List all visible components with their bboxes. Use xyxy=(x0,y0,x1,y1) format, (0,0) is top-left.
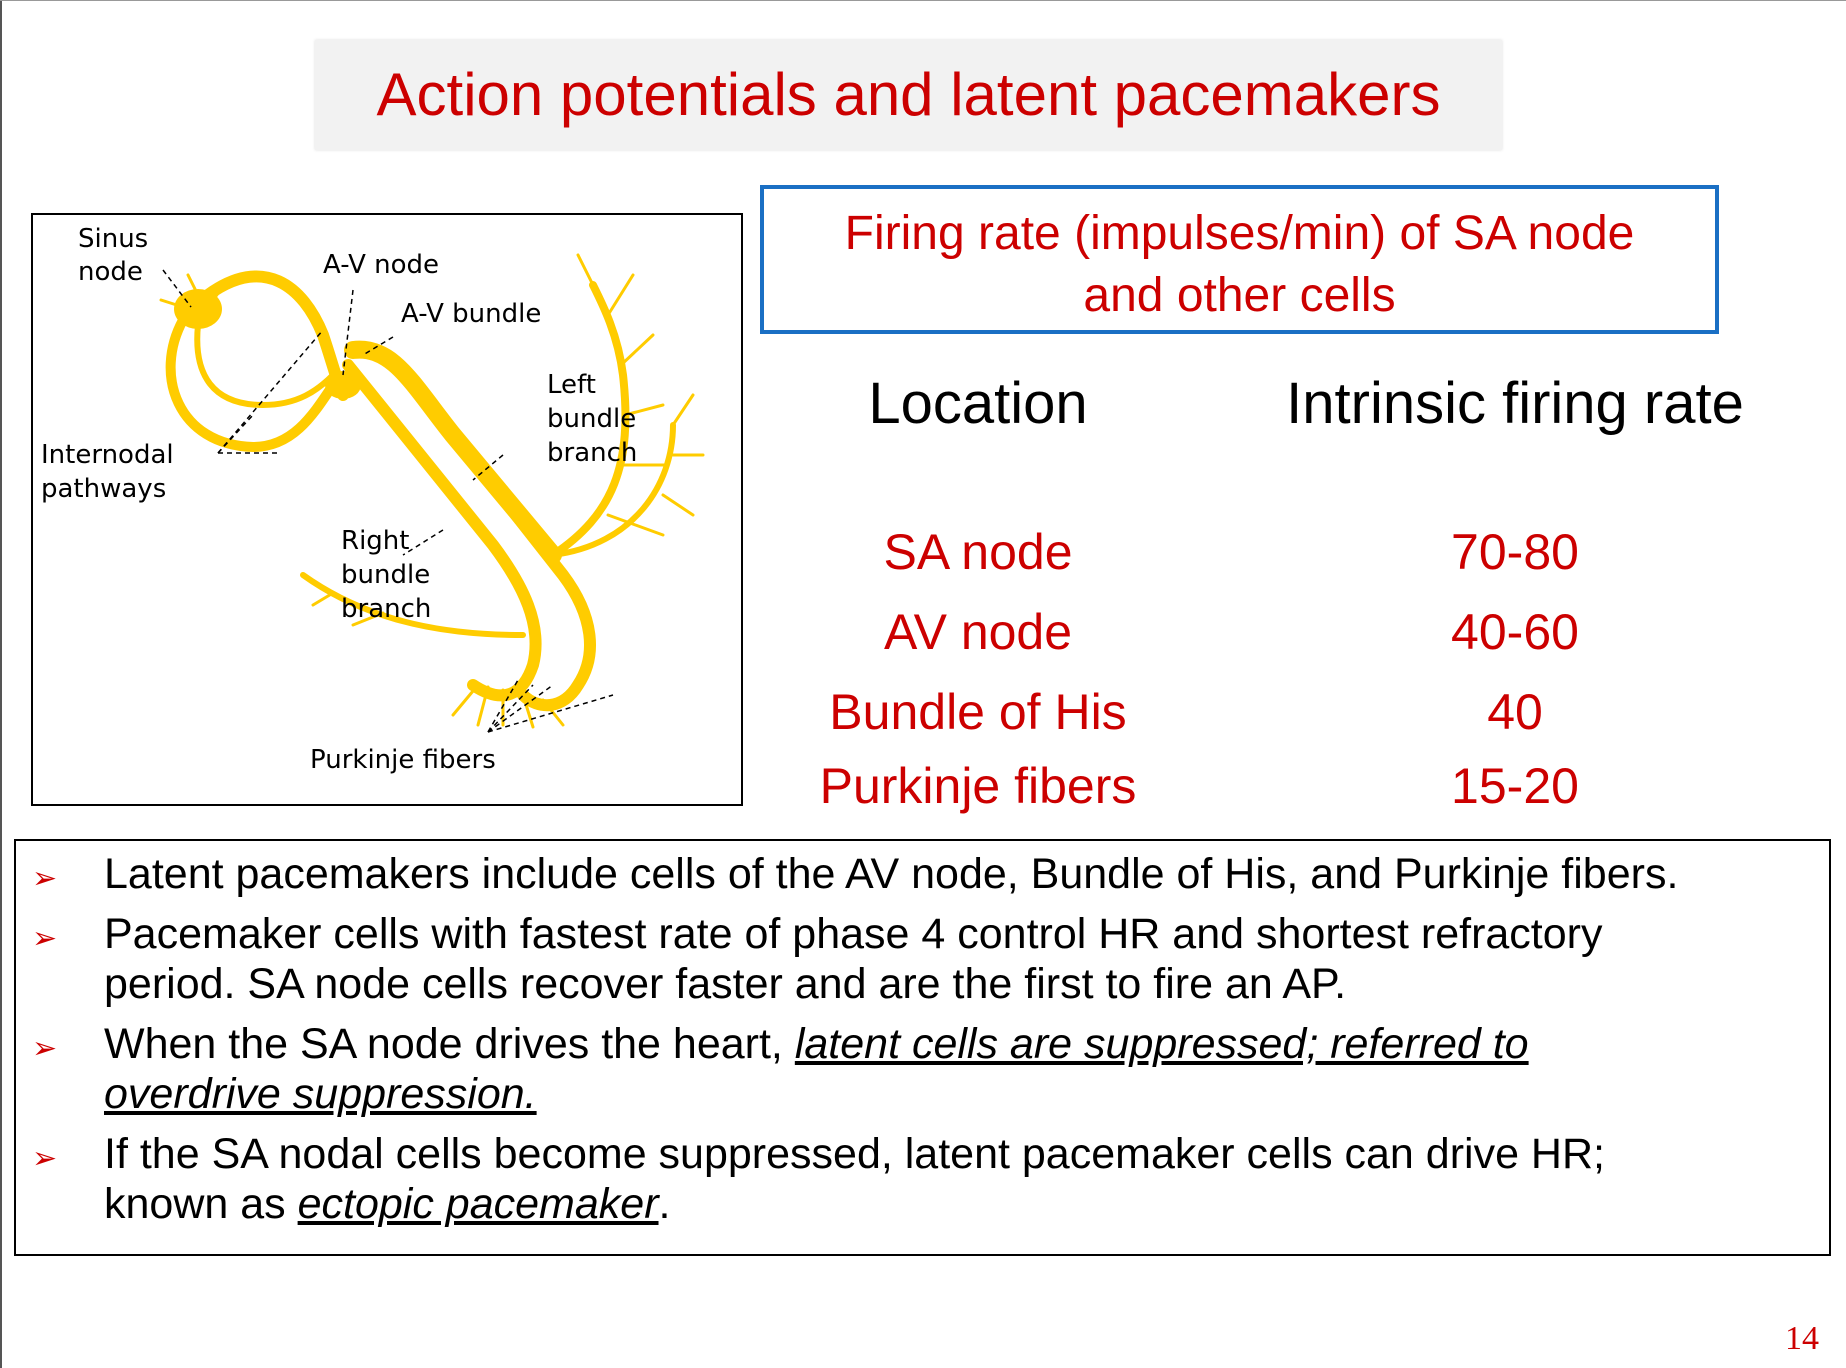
column-header-location: Location xyxy=(868,371,1088,436)
firing-rate-heading-box xyxy=(760,185,1719,334)
leader-lines xyxy=(163,270,613,732)
row-rate-sa-node: 70-80 xyxy=(1451,524,1579,580)
bullet-arrow-icon: ➢ xyxy=(32,862,58,895)
bullet-arrow-icon: ➢ xyxy=(32,1032,58,1065)
label-internodal: Internodal xyxy=(41,440,174,470)
slide-title: Action potentials and latent pacemakers xyxy=(376,61,1441,128)
window-top-border xyxy=(0,0,1846,1)
bullet-2-line2: period. SA node cells recover faster and are the first to fire an AP. xyxy=(104,960,1347,1008)
bullet-arrow-icon: ➢ xyxy=(32,1142,58,1175)
bullet-2-line1: Pacemaker cells with fastest rate of phase 4 control HR and shortest refractory xyxy=(104,910,1603,958)
bullet-4-end: . xyxy=(658,1180,671,1228)
label-pathways: pathways xyxy=(41,474,167,504)
bullet-text-1: Latent pacemakers include cells of the AV node, Bundle of His, and Purkinje fibers. xyxy=(104,850,1679,898)
row-rate-purkinje-fibers: 15-20 xyxy=(1451,758,1579,814)
internodal-pathway-top xyxy=(208,276,343,395)
label-sinus-node: node xyxy=(78,257,143,287)
bullet-arrow-icon: ➢ xyxy=(32,922,58,955)
bullet-4-plain: known as xyxy=(104,1180,298,1228)
label-right-branch: branch xyxy=(341,594,432,624)
label-right: Right xyxy=(341,526,410,556)
title-banner xyxy=(315,40,1502,150)
label-left-branch: branch xyxy=(547,438,638,468)
bullet-text-3 xyxy=(104,1019,1804,1119)
bullet-list-box xyxy=(14,839,1831,1256)
bullet-4-emphasis: ectopic pacemaker xyxy=(297,1180,659,1228)
label-purkinje-fibers: Purkinje fibers xyxy=(310,745,496,775)
window-left-border xyxy=(0,0,2,1368)
page-number: 14 xyxy=(1785,1320,1819,1357)
bullet-4-line1: If the SA nodal cells become suppressed, latent pacemaker cells can drive HR; xyxy=(104,1130,1605,1178)
bullet-text-4 xyxy=(104,1129,1804,1229)
left-bundle-branch-shape xyxy=(453,435,590,705)
row-location-bundle-of-his: Bundle of His xyxy=(829,684,1127,740)
conduction-diagram-svg xyxy=(33,215,741,804)
firing-rate-heading xyxy=(764,203,1715,327)
label-left: Left xyxy=(547,370,596,400)
bullet-text-2 xyxy=(104,909,1804,1009)
bullet-3-emphasis-1: latent cells are suppressed; referred to xyxy=(794,1020,1529,1068)
column-header-firing-rate: Intrinsic firing rate xyxy=(1286,371,1744,436)
row-location-sa-node: SA node xyxy=(883,524,1073,580)
conduction-system-diagram xyxy=(31,213,743,806)
firing-rate-heading-line2: and other cells xyxy=(1083,269,1396,322)
label-sinus: Sinus xyxy=(78,224,149,254)
label-right-bundle: bundle xyxy=(341,560,431,590)
row-rate-bundle-of-his: 40 xyxy=(1487,684,1543,740)
label-av-node: A-V node xyxy=(323,250,440,280)
row-location-av-node: AV node xyxy=(883,604,1073,660)
bullet-3-emphasis-2: overdrive suppression. xyxy=(104,1070,537,1118)
label-av-bundle: A-V bundle xyxy=(401,299,542,329)
row-rate-av-node: 40-60 xyxy=(1451,604,1579,660)
firing-rate-heading-line1: Firing rate (impulses/min) of SA node xyxy=(844,207,1635,260)
row-location-purkinje-fibers: Purkinje fibers xyxy=(819,758,1137,814)
label-left-bundle: bundle xyxy=(547,404,637,434)
bullet-3-plain: When the SA node drives the heart, xyxy=(104,1020,795,1068)
internodal-pathway-middle xyxy=(197,325,333,405)
